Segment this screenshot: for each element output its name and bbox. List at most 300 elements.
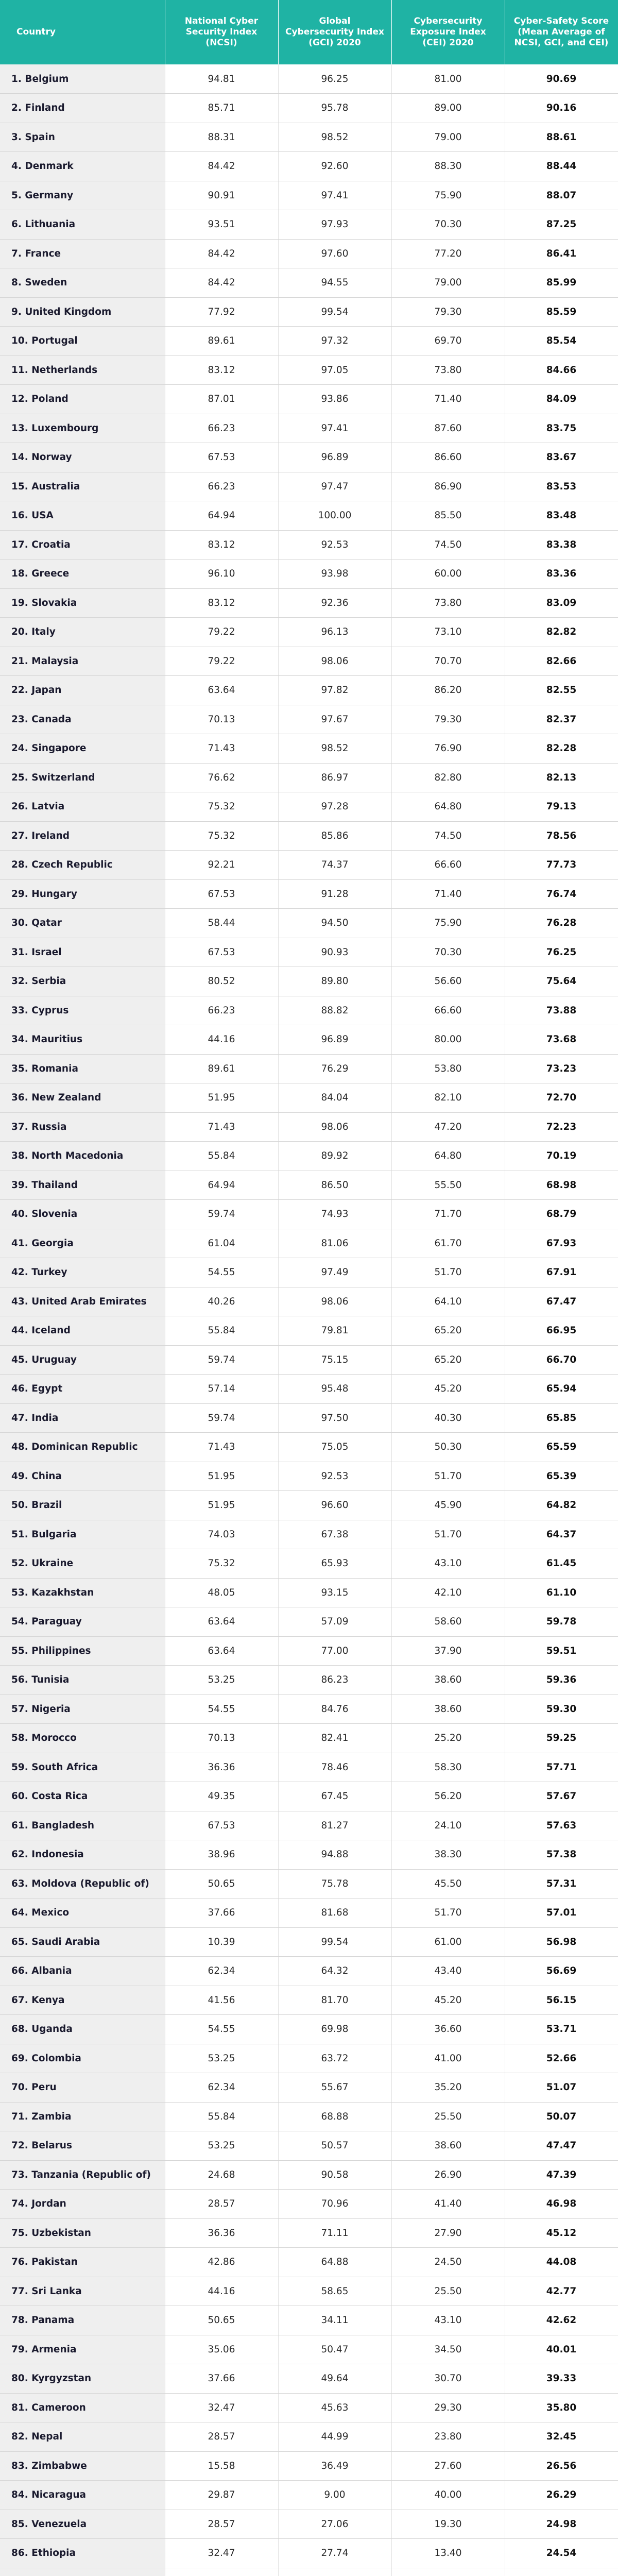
country-cell bbox=[0, 2568, 165, 2576]
country-cell: 30. Qatar bbox=[0, 909, 165, 938]
table-row bbox=[0, 1549, 618, 1579]
gci-cell: 98.06 bbox=[278, 647, 391, 676]
table-row bbox=[0, 1462, 618, 1491]
country-cell: 16. USA bbox=[0, 501, 165, 531]
ncsi-cell: 93.51 bbox=[165, 210, 278, 240]
gci-cell: 94.50 bbox=[278, 909, 391, 938]
ncsi-cell: 28.57 bbox=[165, 2422, 278, 2452]
country-cell: 25. Switzerland bbox=[0, 763, 165, 792]
cei-cell: 29.30 bbox=[391, 2393, 505, 2422]
country-cell: 11. Netherlands bbox=[0, 355, 165, 385]
ncsi-cell: 53.25 bbox=[165, 1666, 278, 1695]
score-cell: 47.47 bbox=[505, 2131, 618, 2161]
cei-cell: 47.20 bbox=[391, 1112, 505, 1142]
score-cell: 61.45 bbox=[505, 1549, 618, 1579]
country-cell: 53. Kazakhstan bbox=[0, 1578, 165, 1607]
gci-cell: 97.60 bbox=[278, 239, 391, 268]
gci-cell: 79.81 bbox=[278, 1316, 391, 1346]
table-row bbox=[0, 1782, 618, 1811]
country-cell: 9. United Kingdom bbox=[0, 297, 165, 327]
ncsi-cell: 55.84 bbox=[165, 1142, 278, 1171]
ncsi-cell: 64.94 bbox=[165, 1171, 278, 1200]
gci-cell: 36.49 bbox=[278, 2451, 391, 2481]
ncsi-cell: 85.71 bbox=[165, 94, 278, 123]
gci-cell: 86.50 bbox=[278, 1171, 391, 1200]
country-cell: 66. Albania bbox=[0, 1957, 165, 1986]
ncsi-cell: 51.95 bbox=[165, 1462, 278, 1491]
country-cell: 37. Russia bbox=[0, 1112, 165, 1142]
gci-cell: 67.45 bbox=[278, 1782, 391, 1811]
header-row bbox=[0, 0, 618, 64]
cei-cell: 65.20 bbox=[391, 1345, 505, 1375]
country-cell: 47. India bbox=[0, 1403, 165, 1433]
ncsi-cell: 67.53 bbox=[165, 443, 278, 472]
score-cell: 56.69 bbox=[505, 1957, 618, 1986]
gci-cell: 27.74 bbox=[278, 2539, 391, 2568]
score-cell: 50.07 bbox=[505, 2102, 618, 2131]
ncsi-cell: 37.66 bbox=[165, 1899, 278, 1928]
ncsi-cell: 63.64 bbox=[165, 1636, 278, 1666]
table-row bbox=[0, 530, 618, 560]
cei-cell: 51.70 bbox=[391, 1520, 505, 1549]
cei-cell: 70.30 bbox=[391, 938, 505, 967]
gci-cell: 95.78 bbox=[278, 94, 391, 123]
header-score: Cyber-Safety Score (Mean Average of NCSI, GCI, and CEI) bbox=[505, 0, 618, 64]
table-row bbox=[0, 2277, 618, 2306]
country-cell: 65. Saudi Arabia bbox=[0, 1927, 165, 1957]
country-cell: 19. Slovakia bbox=[0, 588, 165, 618]
country-cell: 23. Canada bbox=[0, 705, 165, 734]
score-cell: 57.31 bbox=[505, 1869, 618, 1899]
cei-cell: 45.90 bbox=[391, 1491, 505, 1520]
cei-cell: 81.00 bbox=[391, 64, 505, 94]
ncsi-cell: 51.95 bbox=[165, 1083, 278, 1113]
cei-cell: 27.60 bbox=[391, 2451, 505, 2481]
gci-cell: 96.25 bbox=[278, 64, 391, 94]
table-row bbox=[0, 2451, 618, 2481]
table-body bbox=[0, 64, 618, 2576]
gci-cell: 77.00 bbox=[278, 1636, 391, 1666]
table-row bbox=[0, 1433, 618, 1462]
gci-cell: 98.52 bbox=[278, 734, 391, 764]
country-cell: 61. Bangladesh bbox=[0, 1811, 165, 1840]
score-cell: 82.66 bbox=[505, 647, 618, 676]
score-cell: 76.74 bbox=[505, 879, 618, 909]
score-cell: 72.70 bbox=[505, 1083, 618, 1113]
country-cell: 76. Pakistan bbox=[0, 2248, 165, 2277]
ncsi-cell: 59.74 bbox=[165, 1200, 278, 1229]
gci-cell: 97.67 bbox=[278, 705, 391, 734]
table-row bbox=[0, 938, 618, 967]
country-cell: 51. Bulgaria bbox=[0, 1520, 165, 1549]
table-row bbox=[0, 763, 618, 792]
table-row bbox=[0, 2044, 618, 2073]
gci-cell: 49.64 bbox=[278, 2364, 391, 2394]
cei-cell: 40.00 bbox=[391, 2481, 505, 2510]
gci-cell: 81.06 bbox=[278, 1229, 391, 1258]
table-row bbox=[0, 1258, 618, 1287]
table-row bbox=[0, 1200, 618, 1229]
ncsi-cell: 53.25 bbox=[165, 2044, 278, 2073]
table-row bbox=[0, 909, 618, 938]
table-row bbox=[0, 1957, 618, 1986]
country-cell: 86. Ethiopia bbox=[0, 2539, 165, 2568]
score-cell: 57.71 bbox=[505, 1753, 618, 1782]
score-cell: 59.30 bbox=[505, 1694, 618, 1724]
cei-cell: 86.60 bbox=[391, 443, 505, 472]
score-cell: 65.85 bbox=[505, 1403, 618, 1433]
score-cell: 66.70 bbox=[505, 1345, 618, 1375]
gci-cell: 97.41 bbox=[278, 414, 391, 443]
score-cell bbox=[505, 2568, 618, 2576]
gci-cell: 50.47 bbox=[278, 2335, 391, 2364]
cei-cell: 61.70 bbox=[391, 1229, 505, 1258]
cei-cell: 50.30 bbox=[391, 1433, 505, 1462]
cei-cell: 71.40 bbox=[391, 879, 505, 909]
table-row bbox=[0, 1811, 618, 1840]
country-cell: 45. Uruguay bbox=[0, 1345, 165, 1375]
score-cell: 73.23 bbox=[505, 1054, 618, 1083]
score-cell: 78.56 bbox=[505, 821, 618, 851]
ncsi-cell: 55.84 bbox=[165, 1316, 278, 1346]
country-cell: 43. United Arab Emirates bbox=[0, 1287, 165, 1316]
table-row bbox=[0, 2248, 618, 2277]
gci-cell: 34.11 bbox=[278, 2306, 391, 2335]
gci-cell: 99.54 bbox=[278, 297, 391, 327]
ncsi-cell: 61.04 bbox=[165, 1229, 278, 1258]
country-cell: 59. South Africa bbox=[0, 1753, 165, 1782]
country-cell: 69. Colombia bbox=[0, 2044, 165, 2073]
table-row bbox=[0, 1724, 618, 1753]
country-cell: 74. Jordan bbox=[0, 2190, 165, 2219]
table-row bbox=[0, 1375, 618, 1404]
ncsi-cell: 62.34 bbox=[165, 1957, 278, 1986]
ncsi-cell: 40.26 bbox=[165, 1287, 278, 1316]
ncsi-cell: 32.47 bbox=[165, 2393, 278, 2422]
cei-cell: 71.40 bbox=[391, 385, 505, 414]
score-cell: 32.45 bbox=[505, 2422, 618, 2452]
score-cell: 85.54 bbox=[505, 327, 618, 356]
country-cell: 71. Zambia bbox=[0, 2102, 165, 2131]
cei-cell: 86.20 bbox=[391, 676, 505, 705]
gci-cell: 86.97 bbox=[278, 763, 391, 792]
score-cell: 24.98 bbox=[505, 2510, 618, 2539]
country-cell: 32. Serbia bbox=[0, 967, 165, 996]
score-cell: 39.33 bbox=[505, 2364, 618, 2394]
score-cell: 88.61 bbox=[505, 123, 618, 152]
cei-cell: 73.80 bbox=[391, 355, 505, 385]
cei-cell: 85.50 bbox=[391, 501, 505, 531]
gci-cell: 86.23 bbox=[278, 1666, 391, 1695]
gci-cell: 96.89 bbox=[278, 443, 391, 472]
ncsi-cell: 66.23 bbox=[165, 414, 278, 443]
score-cell: 76.25 bbox=[505, 938, 618, 967]
ncsi-cell: 38.96 bbox=[165, 1840, 278, 1870]
score-cell: 76.28 bbox=[505, 909, 618, 938]
table-row bbox=[0, 2481, 618, 2510]
score-cell: 82.82 bbox=[505, 618, 618, 647]
cei-cell: 61.00 bbox=[391, 1927, 505, 1957]
score-cell: 70.19 bbox=[505, 1142, 618, 1171]
ncsi-cell: 63.64 bbox=[165, 1607, 278, 1637]
table-row bbox=[0, 1869, 618, 1899]
ncsi-cell: 54.55 bbox=[165, 2015, 278, 2044]
gci-cell: 74.37 bbox=[278, 851, 391, 880]
gci-cell: 95.48 bbox=[278, 1375, 391, 1404]
table-row bbox=[0, 560, 618, 589]
ncsi-cell: 90.91 bbox=[165, 181, 278, 210]
gci-cell: 81.70 bbox=[278, 1986, 391, 2015]
gci-cell: 92.36 bbox=[278, 588, 391, 618]
country-cell: 68. Uganda bbox=[0, 2015, 165, 2044]
cei-cell: 71.70 bbox=[391, 1200, 505, 1229]
table-row bbox=[0, 1520, 618, 1549]
country-cell: 13. Luxembourg bbox=[0, 414, 165, 443]
gci-cell: 64.32 bbox=[278, 1957, 391, 1986]
ncsi-cell: 58.44 bbox=[165, 909, 278, 938]
cei-cell: 88.30 bbox=[391, 152, 505, 181]
gci-cell: 97.47 bbox=[278, 472, 391, 501]
table-row bbox=[0, 385, 618, 414]
gci-cell: 81.68 bbox=[278, 1899, 391, 1928]
cei-cell: 45.50 bbox=[391, 1869, 505, 1899]
score-cell: 88.07 bbox=[505, 181, 618, 210]
table-row bbox=[0, 1694, 618, 1724]
score-cell: 26.29 bbox=[505, 2481, 618, 2510]
cei-cell: 53.80 bbox=[391, 1054, 505, 1083]
country-cell: 29. Hungary bbox=[0, 879, 165, 909]
gci-cell: 85.86 bbox=[278, 821, 391, 851]
gci-cell: 84.76 bbox=[278, 1694, 391, 1724]
score-cell: 90.16 bbox=[505, 94, 618, 123]
ncsi-cell: 49.35 bbox=[165, 1782, 278, 1811]
gci-cell: 84.04 bbox=[278, 1083, 391, 1113]
score-cell: 82.13 bbox=[505, 763, 618, 792]
table-row bbox=[0, 734, 618, 764]
table-row bbox=[0, 2422, 618, 2452]
table-row bbox=[0, 210, 618, 240]
country-cell: 78. Panama bbox=[0, 2306, 165, 2335]
score-cell: 87.25 bbox=[505, 210, 618, 240]
gci-cell: 75.78 bbox=[278, 1869, 391, 1899]
ncsi-cell: 32.47 bbox=[165, 2539, 278, 2568]
cei-cell: 26.90 bbox=[391, 2160, 505, 2190]
gci-cell bbox=[278, 2568, 391, 2576]
score-cell: 35.80 bbox=[505, 2393, 618, 2422]
table-row bbox=[0, 851, 618, 880]
cei-cell: 41.00 bbox=[391, 2044, 505, 2073]
ncsi-cell: 54.55 bbox=[165, 1694, 278, 1724]
gci-cell: 98.52 bbox=[278, 123, 391, 152]
ncsi-cell: 10.39 bbox=[165, 1927, 278, 1957]
ncsi-cell: 71.43 bbox=[165, 1433, 278, 1462]
ncsi-cell: 74.03 bbox=[165, 1520, 278, 1549]
score-cell: 84.09 bbox=[505, 385, 618, 414]
score-cell: 83.38 bbox=[505, 530, 618, 560]
cei-cell: 70.70 bbox=[391, 647, 505, 676]
gci-cell: 68.88 bbox=[278, 2102, 391, 2131]
cei-cell: 79.00 bbox=[391, 268, 505, 298]
cei-cell: 30.70 bbox=[391, 2364, 505, 2394]
gci-cell: 75.05 bbox=[278, 1433, 391, 1462]
table-row bbox=[0, 123, 618, 152]
ncsi-cell: 42.86 bbox=[165, 2248, 278, 2277]
score-cell: 53.71 bbox=[505, 2015, 618, 2044]
country-cell: 70. Peru bbox=[0, 2073, 165, 2103]
ncsi-cell: 67.53 bbox=[165, 938, 278, 967]
table-row bbox=[0, 1054, 618, 1083]
score-cell: 65.39 bbox=[505, 1462, 618, 1491]
table-header bbox=[0, 0, 618, 64]
gci-cell: 94.88 bbox=[278, 1840, 391, 1870]
table-row bbox=[0, 2131, 618, 2161]
ncsi-cell: 59.74 bbox=[165, 1345, 278, 1375]
gci-cell: 78.46 bbox=[278, 1753, 391, 1782]
table-row bbox=[0, 1899, 618, 1928]
ncsi-cell: 79.22 bbox=[165, 647, 278, 676]
score-cell: 66.95 bbox=[505, 1316, 618, 1346]
table-row bbox=[0, 821, 618, 851]
country-cell: 63. Moldova (Republic of) bbox=[0, 1869, 165, 1899]
score-cell: 73.88 bbox=[505, 996, 618, 1025]
cei-cell: 64.10 bbox=[391, 1287, 505, 1316]
gci-cell: 96.89 bbox=[278, 1025, 391, 1055]
cei-cell: 38.60 bbox=[391, 2131, 505, 2161]
score-cell: 67.47 bbox=[505, 1287, 618, 1316]
table-row bbox=[0, 268, 618, 298]
country-cell: 60. Costa Rica bbox=[0, 1782, 165, 1811]
table-row bbox=[0, 1142, 618, 1171]
country-cell: 27. Ireland bbox=[0, 821, 165, 851]
cei-cell: 56.20 bbox=[391, 1782, 505, 1811]
gci-cell: 97.49 bbox=[278, 1258, 391, 1287]
ncsi-cell: 41.56 bbox=[165, 1986, 278, 2015]
country-cell: 52. Ukraine bbox=[0, 1549, 165, 1579]
table-row bbox=[0, 1083, 618, 1113]
gci-cell: 92.53 bbox=[278, 530, 391, 560]
score-cell: 56.98 bbox=[505, 1927, 618, 1957]
cei-cell: 27.90 bbox=[391, 2218, 505, 2248]
score-cell: 42.77 bbox=[505, 2277, 618, 2306]
country-cell: 50. Brazil bbox=[0, 1491, 165, 1520]
score-cell: 67.91 bbox=[505, 1258, 618, 1287]
score-cell: 85.59 bbox=[505, 297, 618, 327]
gci-cell: 9.00 bbox=[278, 2481, 391, 2510]
table-row bbox=[0, 2218, 618, 2248]
country-cell: 62. Indonesia bbox=[0, 1840, 165, 1870]
cei-cell: 75.90 bbox=[391, 181, 505, 210]
ncsi-cell: 75.32 bbox=[165, 1549, 278, 1579]
cei-cell: 25.50 bbox=[391, 2277, 505, 2306]
table-row bbox=[0, 1345, 618, 1375]
ncsi-cell: 66.23 bbox=[165, 472, 278, 501]
table-row bbox=[0, 879, 618, 909]
cei-cell: 38.30 bbox=[391, 1840, 505, 1870]
score-cell: 82.37 bbox=[505, 705, 618, 734]
cei-cell: 66.60 bbox=[391, 996, 505, 1025]
score-cell: 64.37 bbox=[505, 1520, 618, 1549]
cei-cell: 58.30 bbox=[391, 1753, 505, 1782]
country-cell: 81. Cameroon bbox=[0, 2393, 165, 2422]
gci-cell: 97.82 bbox=[278, 676, 391, 705]
country-cell: 38. North Macedonia bbox=[0, 1142, 165, 1171]
cei-cell: 79.30 bbox=[391, 705, 505, 734]
country-cell: 6. Lithuania bbox=[0, 210, 165, 240]
ncsi-cell: 75.32 bbox=[165, 821, 278, 851]
score-cell: 57.01 bbox=[505, 1899, 618, 1928]
cei-cell: 56.60 bbox=[391, 967, 505, 996]
country-cell: 44. Iceland bbox=[0, 1316, 165, 1346]
ncsi-cell bbox=[165, 2568, 278, 2576]
cei-cell: 23.80 bbox=[391, 2422, 505, 2452]
gci-cell: 81.27 bbox=[278, 1811, 391, 1840]
country-cell: 64. Mexico bbox=[0, 1899, 165, 1928]
gci-cell: 65.93 bbox=[278, 1549, 391, 1579]
country-cell: 4. Denmark bbox=[0, 152, 165, 181]
ncsi-cell: 35.06 bbox=[165, 2335, 278, 2364]
gci-cell: 97.50 bbox=[278, 1403, 391, 1433]
cei-cell: 36.60 bbox=[391, 2015, 505, 2044]
score-cell: 67.93 bbox=[505, 1229, 618, 1258]
gci-cell: 93.98 bbox=[278, 560, 391, 589]
gci-cell: 89.80 bbox=[278, 967, 391, 996]
score-cell: 64.82 bbox=[505, 1491, 618, 1520]
ncsi-cell: 57.14 bbox=[165, 1375, 278, 1404]
score-cell: 57.63 bbox=[505, 1811, 618, 1840]
table-row bbox=[0, 1840, 618, 1870]
cei-cell: 58.60 bbox=[391, 1607, 505, 1637]
gci-cell: 96.13 bbox=[278, 618, 391, 647]
table-row bbox=[0, 501, 618, 531]
table-row bbox=[0, 1491, 618, 1520]
cei-cell: 42.10 bbox=[391, 1578, 505, 1607]
ncsi-cell: 77.92 bbox=[165, 297, 278, 327]
ncsi-cell: 70.13 bbox=[165, 705, 278, 734]
table-row bbox=[0, 1636, 618, 1666]
ncsi-cell: 89.61 bbox=[165, 1054, 278, 1083]
gci-cell: 55.67 bbox=[278, 2073, 391, 2103]
country-cell: 26. Latvia bbox=[0, 792, 165, 822]
cei-cell: 43.10 bbox=[391, 1549, 505, 1579]
cei-cell: 41.40 bbox=[391, 2190, 505, 2219]
gci-cell: 98.06 bbox=[278, 1112, 391, 1142]
table-row bbox=[0, 2102, 618, 2131]
ncsi-cell: 28.57 bbox=[165, 2510, 278, 2539]
ncsi-cell: 55.84 bbox=[165, 2102, 278, 2131]
table-row bbox=[0, 2015, 618, 2044]
country-cell: 15. Australia bbox=[0, 472, 165, 501]
score-cell: 72.23 bbox=[505, 1112, 618, 1142]
gci-cell: 45.63 bbox=[278, 2393, 391, 2422]
table-row bbox=[0, 1986, 618, 2015]
score-cell: 83.75 bbox=[505, 414, 618, 443]
ncsi-cell: 84.42 bbox=[165, 152, 278, 181]
ncsi-cell: 75.32 bbox=[165, 792, 278, 822]
gci-cell: 63.72 bbox=[278, 2044, 391, 2073]
ncsi-cell: 87.01 bbox=[165, 385, 278, 414]
table-row bbox=[0, 1287, 618, 1316]
ncsi-cell: 83.12 bbox=[165, 530, 278, 560]
country-cell: 67. Kenya bbox=[0, 1986, 165, 2015]
table-row bbox=[0, 152, 618, 181]
ncsi-cell: 92.21 bbox=[165, 851, 278, 880]
header-cei: Cybersecurity Exposure Index (CEI) 2020 bbox=[391, 0, 505, 64]
cei-cell: 87.60 bbox=[391, 414, 505, 443]
cei-cell: 13.40 bbox=[391, 2539, 505, 2568]
cei-cell: 35.20 bbox=[391, 2073, 505, 2103]
table-row bbox=[0, 2364, 618, 2394]
score-cell: 86.41 bbox=[505, 239, 618, 268]
